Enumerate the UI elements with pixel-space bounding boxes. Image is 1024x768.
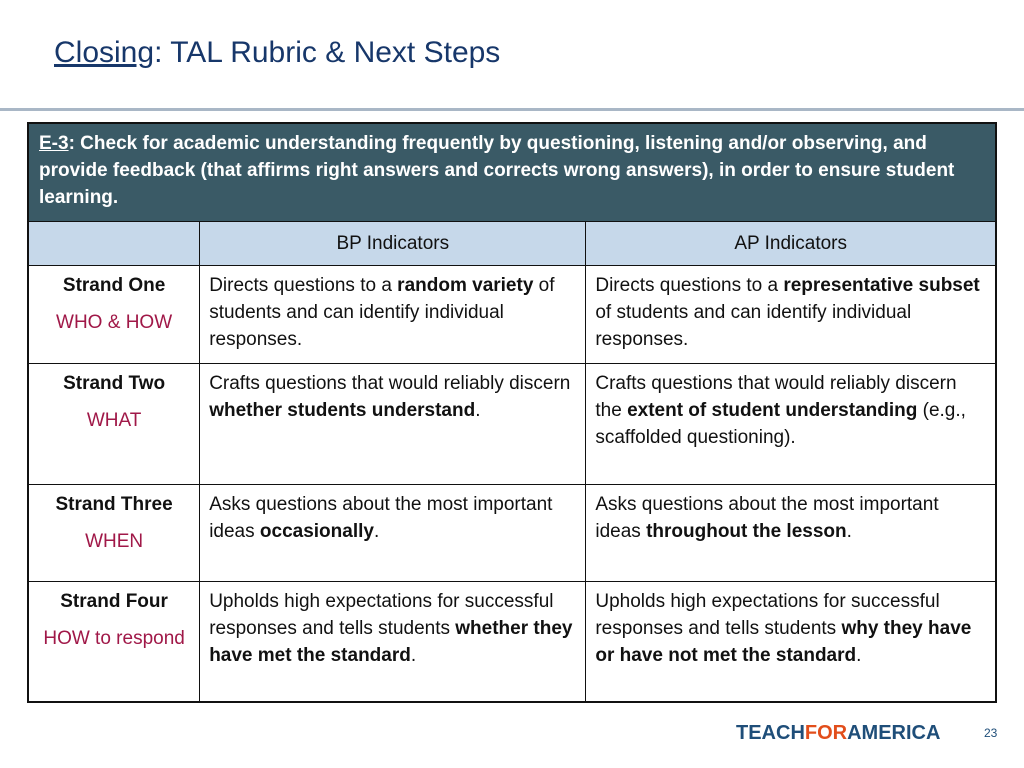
indicator-text: Asks questions about the most important ideas	[209, 493, 553, 542]
strand-focus: WHAT	[86, 409, 142, 431]
indicator-text: Crafts questions that would reliably discern the	[595, 372, 957, 421]
ap-indicator	[586, 581, 996, 702]
indicator-text: Upholds high expectations for successful responses and tells students	[209, 590, 554, 639]
strand-focus: WHEN	[85, 530, 144, 552]
teach-for-america-logo	[736, 722, 940, 745]
slide-title	[54, 36, 500, 70]
logo-for: FOR	[804, 722, 848, 744]
emphasis-text: why they have or have not met the standard	[595, 617, 972, 666]
standard-description: : Check for academic understanding frequently by questioning, listening and/or observing, and provide feedback (that affirms right answers and corrects wrong answers), in order to ensure student learning.	[39, 133, 955, 208]
emphasis-text: random variety	[397, 274, 534, 296]
column-header-empty	[28, 221, 200, 265]
strand-cell	[28, 363, 200, 484]
indicator-text: .	[410, 644, 417, 666]
title-underlined-word: Closing	[54, 36, 155, 69]
indicator-text: Crafts questions that would reliably discern	[209, 372, 571, 394]
emphasis-text: extent of student understanding	[627, 399, 918, 421]
rubric-header-row	[28, 123, 996, 221]
indicator-text: Directs questions to a	[595, 274, 784, 296]
strand-name: Strand One	[62, 274, 166, 296]
indicator-text: .	[373, 520, 380, 542]
column-header-ap: AP Indicators	[586, 221, 996, 265]
indicator-text: of students and can identify individual responses.	[209, 274, 555, 350]
title-rest: : TAL Rubric & Next Steps	[154, 36, 501, 69]
emphasis-text: occasionally	[259, 520, 374, 542]
strand-cell	[28, 581, 200, 702]
bp-indicator	[200, 265, 586, 363]
strand-name: Strand Three	[55, 493, 173, 515]
ap-indicator	[586, 363, 996, 484]
title-divider	[0, 108, 1024, 111]
logo-america: AMERICA	[847, 722, 941, 744]
indicator-text: of students and can identify individual responses.	[595, 301, 912, 350]
bp-indicator	[200, 581, 586, 702]
emphasis-text: whether they have met the standard	[209, 617, 573, 666]
standard-code: E-3	[39, 133, 69, 154]
strand-row	[28, 581, 996, 702]
indicator-text: .	[475, 399, 481, 421]
indicator-text: Asks questions about the most important ideas	[595, 493, 939, 542]
strand-focus: WHO & HOW	[56, 311, 173, 333]
indicator-text: (e.g., scaffolded questioning).	[595, 399, 966, 448]
strand-focus: HOW to respond	[43, 627, 185, 649]
emphasis-text: representative subset	[783, 274, 980, 296]
emphasis-text: whether students understand	[209, 399, 476, 421]
strand-cell	[28, 484, 200, 581]
logo-teach: TEACH	[736, 722, 805, 744]
strand-cell	[28, 265, 200, 363]
indicator-text: Upholds high expectations for successful responses and tells students	[595, 590, 940, 639]
column-header-bp: BP Indicators	[200, 221, 586, 265]
page-number: 23	[984, 726, 998, 740]
strand-row	[28, 265, 996, 363]
indicator-text: Directs questions to a	[209, 274, 398, 296]
rubric-header-cell	[28, 123, 996, 221]
indicator-text: .	[846, 520, 852, 542]
strand-name: Strand Four	[60, 590, 168, 612]
rubric-table	[27, 122, 997, 703]
ap-indicator	[586, 265, 996, 363]
strand-name: Strand Two	[63, 372, 166, 394]
column-header-row	[28, 221, 996, 265]
emphasis-text: throughout the lesson	[646, 520, 847, 542]
strand-row	[28, 484, 996, 581]
indicator-text: .	[856, 644, 862, 666]
strand-row	[28, 363, 996, 484]
ap-indicator	[586, 484, 996, 581]
bp-indicator	[200, 363, 586, 484]
bp-indicator	[200, 484, 586, 581]
